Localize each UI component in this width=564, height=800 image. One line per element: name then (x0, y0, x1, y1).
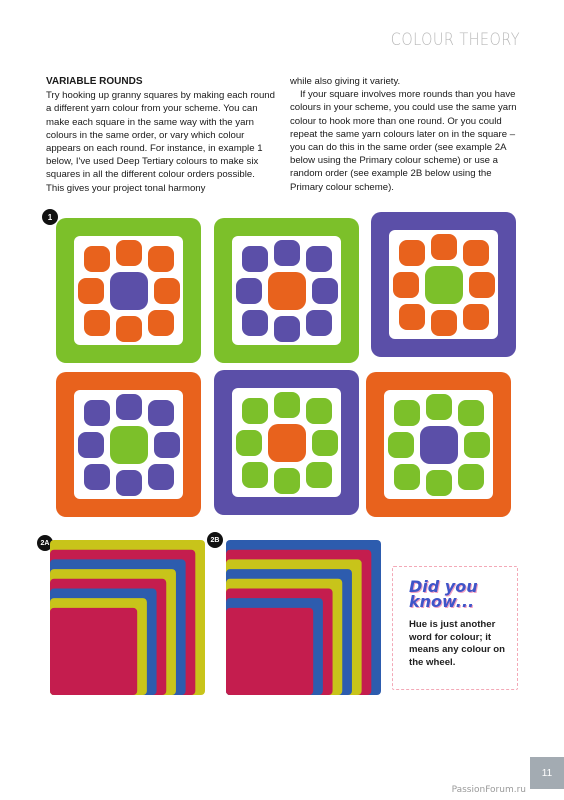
article-paragraph-1: Try hooking up granny squares by making each round a different yarn colour from your scheme. You can make each square in the same way with the yarn colours in the same order, or vary which colour appears on each round. For instance, in example 1 below, I've used Deep Tertiary colours to make six squares in all the different colour orders possible. This gives your project tonal harmony (46, 90, 275, 194)
example-2b-image (226, 540, 381, 700)
article-paragraph-continued: while also giving it variety. (290, 76, 401, 87)
did-you-know-callout (392, 566, 518, 690)
callout-title-line-1: Did you (409, 577, 478, 596)
granny-square (56, 218, 201, 363)
article-paragraph-2: If your square involves more rounds than you have colours in your scheme, you could use the same yarn colour to hook more than one round. Or you could repeat the same yarn colours later on in the square – you can do this in the same order (see example 2A below using the Primary colour scheme) or use a random order (see example 2B below using the Primary colour scheme). (290, 89, 517, 193)
article-left-column (46, 75, 275, 195)
example-2a-image (50, 540, 205, 700)
callout-title (409, 579, 507, 609)
granny-square (214, 370, 359, 515)
granny-square (371, 212, 516, 357)
page-number-tab: 11 (530, 757, 564, 789)
granny-square (56, 372, 201, 517)
callout-title-line-2: know... (409, 592, 475, 611)
callout-text: Hue is just another word for colour; it means any colour on the wheel. (409, 619, 505, 668)
example-2a-badge: 2A (37, 535, 53, 551)
section-title: COLOUR THEORY (390, 30, 520, 50)
article-right-column (290, 75, 518, 194)
example-2b-badge: 2B (207, 532, 223, 548)
article-heading: VARIABLE ROUNDS (46, 76, 143, 87)
granny-square (366, 372, 511, 517)
granny-square (214, 218, 359, 363)
example-1-badge: 1 (42, 209, 58, 225)
watermark: PassionForum.ru (451, 785, 526, 795)
